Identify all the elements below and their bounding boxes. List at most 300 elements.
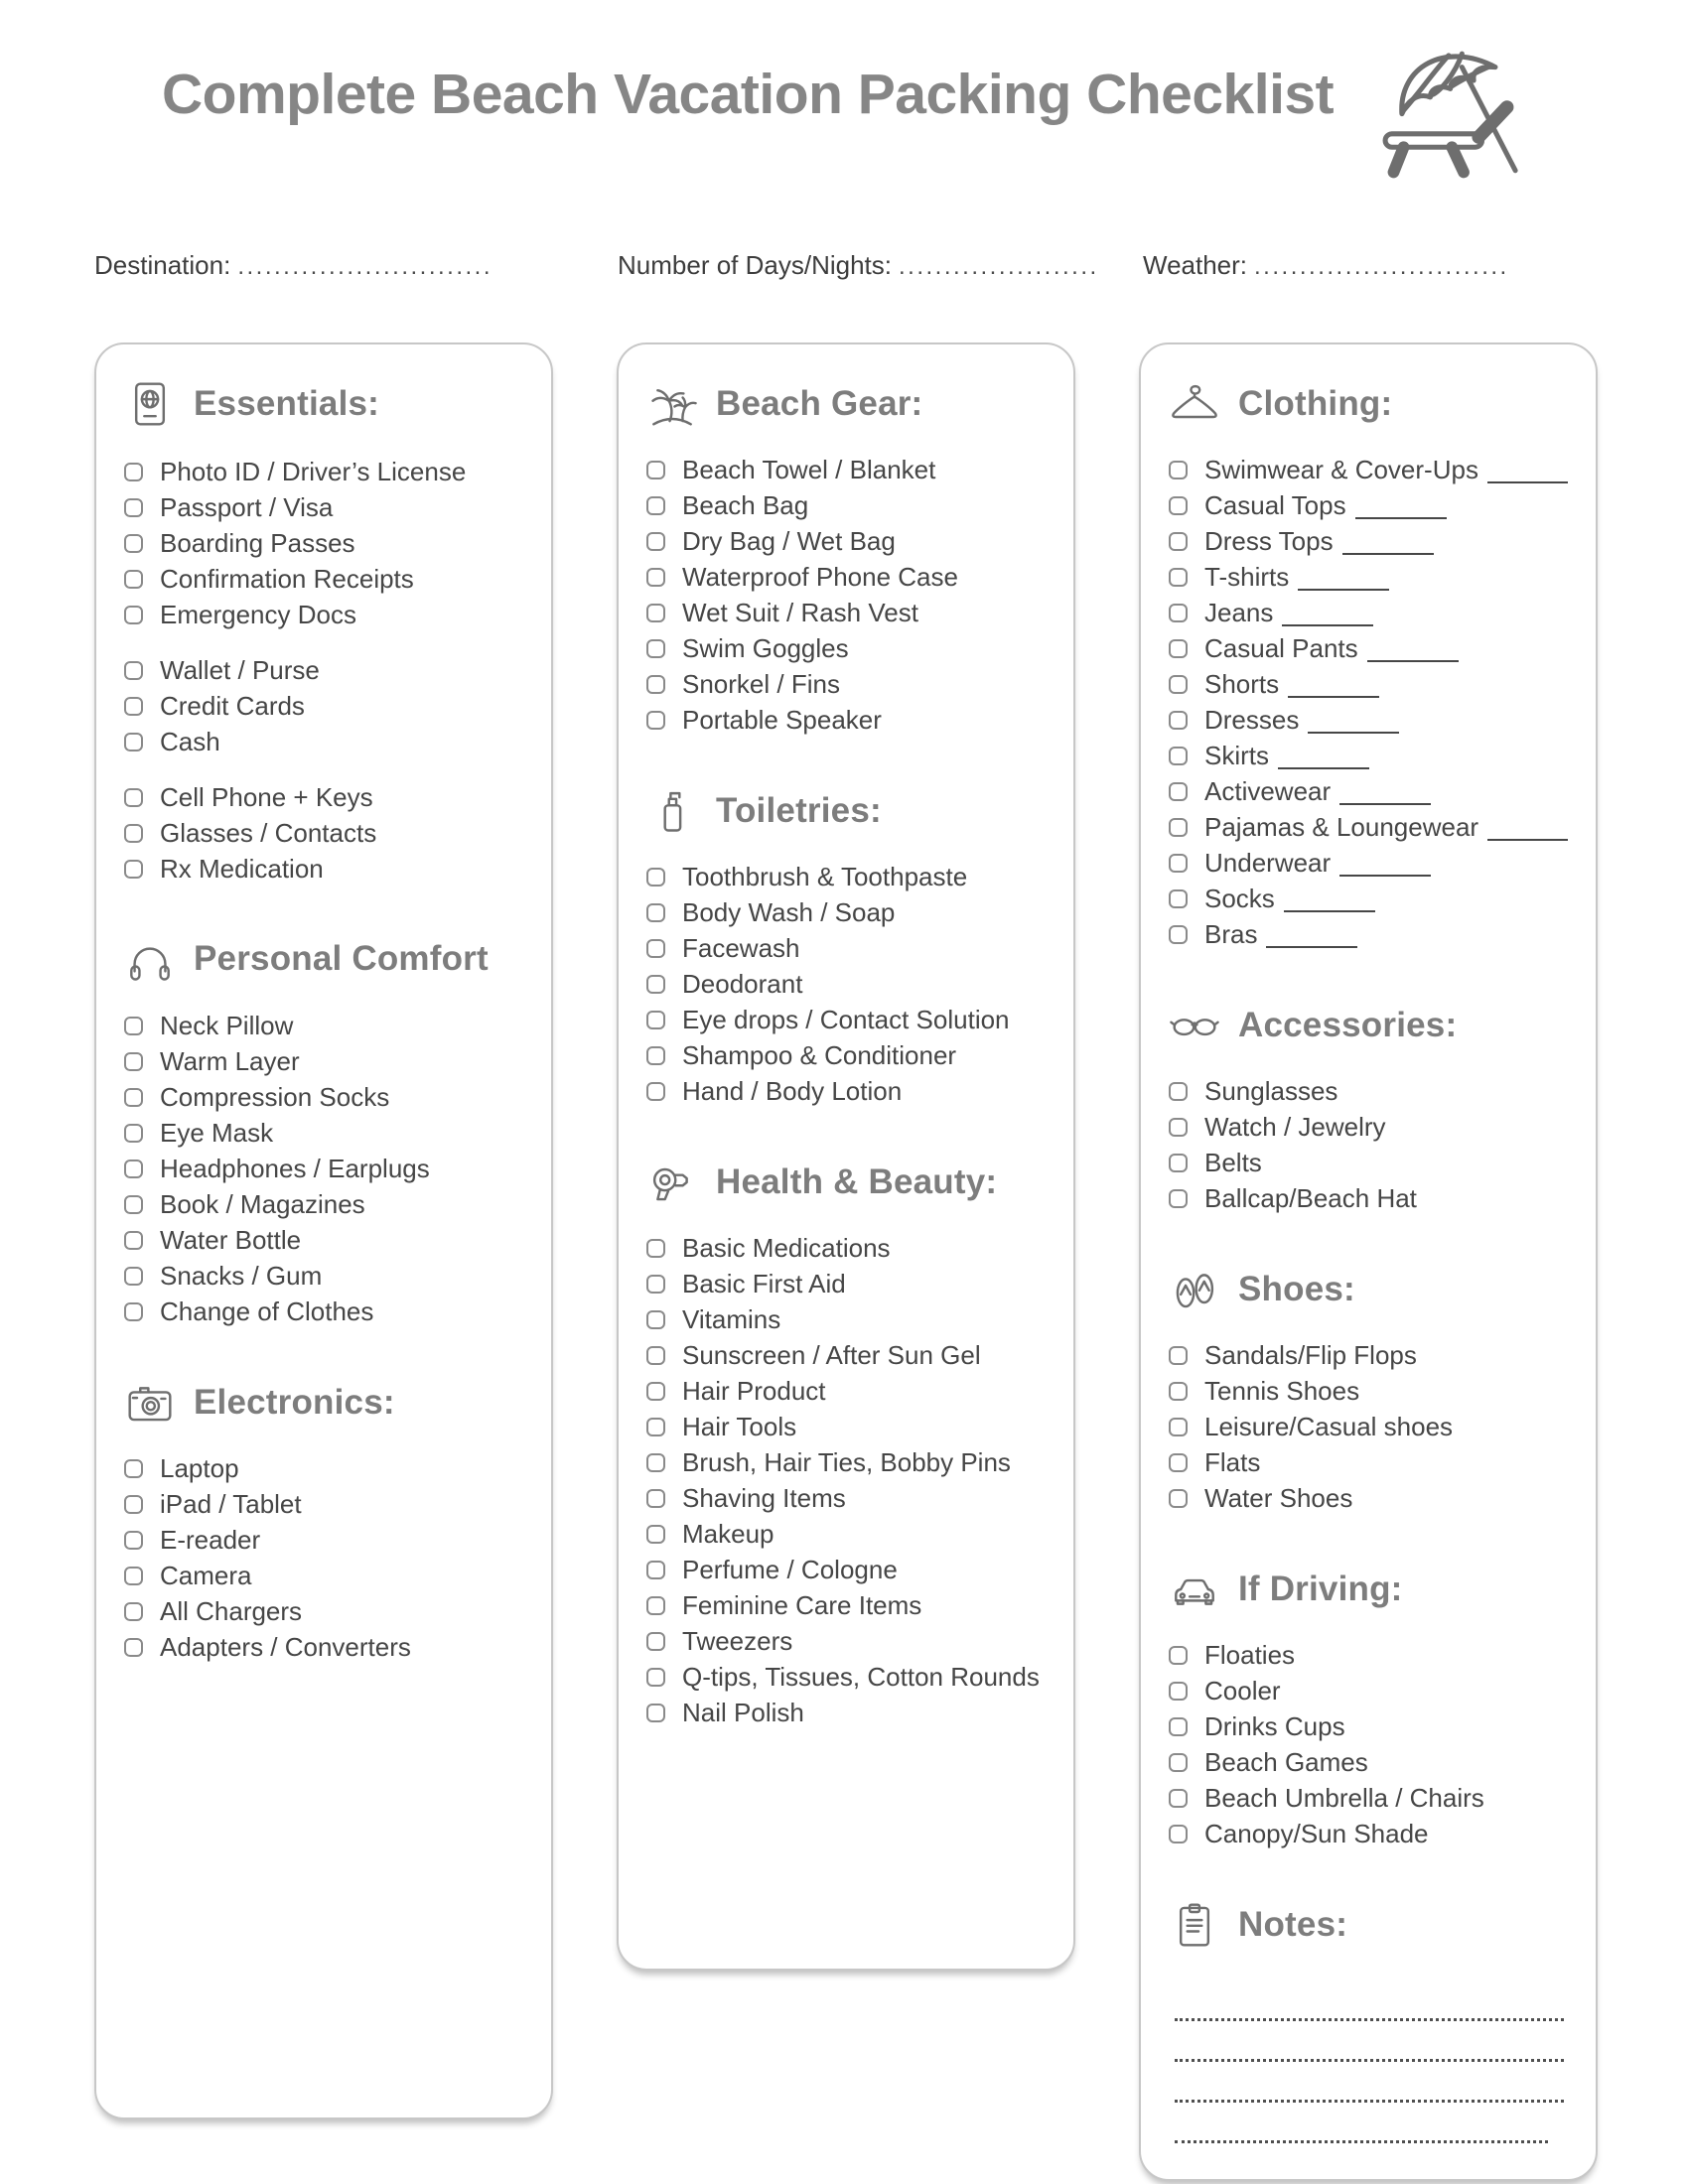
item-label: Tweezers: [682, 1626, 793, 1656]
checkbox[interactable]: [646, 1275, 665, 1294]
checklist-item-main: [1169, 1484, 1568, 1512]
section-heading-text-wrap: [1238, 384, 1392, 424]
meta-field: [1143, 250, 1509, 281]
checklist-item-main: [124, 493, 523, 521]
section-heading-label: Health & Beauty:: [716, 1162, 998, 1201]
checklist-item: [124, 656, 523, 684]
checklist-item-main: [124, 656, 523, 684]
section-heading: [1169, 1264, 1568, 1315]
checklist-item-main: [1169, 563, 1568, 591]
passport-icon: [124, 378, 176, 430]
checklist-item: [124, 1226, 523, 1254]
item-label: Ballcap/Beach Hat: [1204, 1183, 1417, 1213]
item-group: [1169, 1641, 1568, 1847]
checklist-item: [646, 1591, 1046, 1619]
fill-in-blank-line[interactable]: [1487, 460, 1568, 483]
checklist-item: [1169, 1077, 1568, 1105]
section-heading: [124, 934, 523, 986]
checkbox[interactable]: [646, 639, 665, 658]
checklist-item: [124, 783, 523, 811]
item-label: Leisure/Casual shoes: [1204, 1412, 1454, 1441]
checkbox[interactable]: [1169, 1825, 1188, 1843]
checklist-item-main: [646, 1006, 1046, 1033]
item-label: Swimwear & Cover-Ups: [1204, 455, 1478, 484]
item-label: All Chargers: [160, 1596, 303, 1626]
checkbox[interactable]: [124, 1160, 143, 1178]
checklist-item: [1169, 1641, 1568, 1669]
checklist-item: [124, 692, 523, 720]
item-label: Swim Goggles: [682, 633, 849, 663]
item-label: Shorts: [1204, 669, 1280, 699]
checklist-item: [1169, 777, 1568, 805]
checklist-item: [1169, 670, 1568, 698]
section-heading: [646, 785, 1046, 837]
checkbox[interactable]: [124, 1638, 143, 1657]
item-label: Camera: [160, 1561, 252, 1590]
checklist-item-main: [646, 1484, 1046, 1512]
item-label: Flats: [1204, 1447, 1261, 1477]
fill-in-blank-line[interactable]: [1278, 746, 1369, 769]
section-heading: [646, 378, 1046, 430]
checkbox[interactable]: [1169, 496, 1188, 515]
checklist-item-main: [1169, 777, 1568, 805]
checkbox[interactable]: [1169, 782, 1188, 801]
item-label: E-reader: [160, 1525, 261, 1555]
checkbox[interactable]: [1169, 639, 1188, 658]
checkbox[interactable]: [646, 496, 665, 515]
checkbox[interactable]: [124, 1195, 143, 1214]
item-group: [1169, 1077, 1568, 1212]
checkbox[interactable]: [1169, 1418, 1188, 1436]
checkbox[interactable]: [1169, 1453, 1188, 1472]
fill-in-blank-line[interactable]: [1339, 781, 1431, 805]
checklist-item-main: [1169, 670, 1568, 698]
checkbox[interactable]: [646, 1525, 665, 1544]
checkbox[interactable]: [646, 711, 665, 730]
item-label: Eye drops / Contact Solution: [682, 1005, 1010, 1034]
checklist-item-main: [1169, 1448, 1568, 1476]
checklist-item: [646, 1006, 1046, 1033]
section-heading: [1169, 378, 1568, 430]
checklist-item: [646, 1556, 1046, 1583]
checkbox[interactable]: [646, 1561, 665, 1579]
item-label: Belts: [1204, 1148, 1262, 1177]
checkbox[interactable]: [124, 606, 143, 624]
checkbox[interactable]: [1169, 889, 1188, 908]
checklist-item: [646, 1041, 1046, 1069]
item-label: Casual Pants: [1204, 633, 1358, 663]
section-heading-text-wrap: [716, 384, 922, 424]
checkbox[interactable]: [1169, 925, 1188, 944]
checkbox[interactable]: [1169, 1189, 1188, 1208]
clipboard-icon: [1169, 1899, 1220, 1951]
checklist-section: [1169, 1264, 1568, 1512]
checkbox[interactable]: [1169, 1346, 1188, 1365]
checklist-item-main: [124, 1012, 523, 1039]
checkbox[interactable]: [646, 604, 665, 622]
section-heading-text-wrap: [194, 384, 379, 424]
checklist-item-main: [1169, 456, 1568, 483]
checklist-section: [1169, 1000, 1568, 1212]
item-label: Toothbrush & Toothpaste: [682, 862, 968, 891]
checklist-item-main: [646, 1663, 1046, 1691]
item-label: Boarding Passes: [160, 528, 355, 558]
checklist-item-main: [646, 898, 1046, 926]
item-label: Basic First Aid: [682, 1269, 846, 1298]
checklist-item: [124, 1562, 523, 1589]
checklist-item-main: [124, 855, 523, 883]
checklist-item-main: [1169, 1184, 1568, 1212]
checkbox[interactable]: [646, 461, 665, 479]
checklist-item-main: [646, 1041, 1046, 1069]
item-label: Sandals/Flip Flops: [1204, 1340, 1417, 1370]
checkbox[interactable]: [646, 1310, 665, 1329]
checkbox[interactable]: [124, 1052, 143, 1071]
checkbox[interactable]: [1169, 1382, 1188, 1401]
checkbox[interactable]: [646, 1418, 665, 1436]
fill-in-blank-line[interactable]: [1282, 603, 1373, 626]
checkbox[interactable]: [646, 1239, 665, 1258]
checklist-item: [646, 1341, 1046, 1369]
item-label: Bras: [1204, 919, 1258, 949]
checklist-item-main: [646, 1699, 1046, 1726]
checklist-item-main: [646, 1377, 1046, 1405]
item-group: [646, 456, 1046, 734]
checklist-item: [646, 1699, 1046, 1726]
checklist-section: [646, 378, 1046, 734]
checklist-item: [124, 1012, 523, 1039]
checklist-item: [646, 634, 1046, 662]
item-label: Wallet / Purse: [160, 655, 320, 685]
item-label: Beach Bag: [682, 490, 809, 520]
checkbox[interactable]: [1169, 568, 1188, 587]
checkbox[interactable]: [646, 1489, 665, 1508]
checkbox[interactable]: [1169, 675, 1188, 694]
checklist-item: [1169, 920, 1568, 948]
checkbox[interactable]: [124, 661, 143, 680]
checklist-item-main: [124, 728, 523, 755]
checkbox[interactable]: [124, 1017, 143, 1035]
checklist-item: [124, 1633, 523, 1661]
item-label: Book / Magazines: [160, 1189, 365, 1219]
checklist-item: [1169, 1341, 1568, 1369]
camera-icon: [124, 1377, 176, 1429]
checklist-item: [1169, 742, 1568, 769]
checkbox[interactable]: [1169, 1489, 1188, 1508]
item-label: Underwear: [1204, 848, 1332, 878]
item-label: Beach Games: [1204, 1747, 1368, 1777]
checklist-item-main: [1169, 1641, 1568, 1669]
checklist-item-main: [124, 529, 523, 557]
checklist-item-main: [124, 1526, 523, 1554]
item-group: [124, 783, 523, 883]
item-label: iPad / Tablet: [160, 1489, 302, 1519]
checkbox[interactable]: [1169, 818, 1188, 837]
section-heading-text-wrap: [1238, 1905, 1347, 1945]
checklist-item: [646, 1234, 1046, 1262]
checklist-item-main: [646, 1448, 1046, 1476]
item-label: Nail Polish: [682, 1698, 804, 1727]
item-label: Tennis Shoes: [1204, 1376, 1360, 1406]
item-label: Feminine Care Items: [682, 1590, 922, 1620]
section-heading-text-wrap: [716, 1162, 997, 1202]
item-label: Pajamas & Loungewear: [1204, 812, 1479, 842]
checkbox[interactable]: [124, 1302, 143, 1321]
item-label: Eye Mask: [160, 1118, 274, 1148]
checkbox[interactable]: [1169, 1154, 1188, 1172]
checklist-item-main: [124, 692, 523, 720]
checklist-item: [646, 1413, 1046, 1440]
checkbox[interactable]: [124, 534, 143, 553]
checkbox[interactable]: [124, 570, 143, 589]
checkbox[interactable]: [124, 1567, 143, 1585]
item-label: Perfume / Cologne: [682, 1555, 898, 1584]
fill-in-blank-line[interactable]: [1308, 710, 1399, 734]
fill-in-dotted-line[interactable]: ............................: [237, 253, 493, 280]
item-label: Floaties: [1204, 1640, 1296, 1670]
checkbox[interactable]: [124, 1459, 143, 1478]
page-title: Complete Beach Vacation Packing Checklist: [162, 63, 1335, 126]
checklist-item: [1169, 849, 1568, 877]
checklist-item: [1169, 1448, 1568, 1476]
checklist-item: [646, 670, 1046, 698]
notes-dotted-line[interactable]: [1175, 1980, 1564, 2021]
checklist-item: [646, 1520, 1046, 1548]
fill-in-blank-line[interactable]: [1342, 531, 1434, 555]
item-label: Jeans: [1204, 598, 1274, 627]
item-label: Rx Medication: [160, 854, 324, 884]
item-label: Body Wash / Soap: [682, 897, 896, 927]
section-heading: [124, 1377, 523, 1429]
checkbox[interactable]: [1169, 604, 1188, 622]
checklist-item-main: [1169, 1820, 1568, 1847]
section-heading-label: Shoes:: [1238, 1270, 1355, 1308]
checklist-item: [646, 1484, 1046, 1512]
item-label: Shampoo & Conditioner: [682, 1040, 957, 1070]
item-group: [646, 863, 1046, 1105]
item-label: Passport / Visa: [160, 492, 334, 522]
notes-dotted-line[interactable]: [1175, 2021, 1564, 2062]
meta-field: [618, 250, 1099, 281]
item-label: Snacks / Gum: [160, 1261, 323, 1291]
checklist-item: [1169, 706, 1568, 734]
fill-in-blank-line[interactable]: [1487, 817, 1568, 841]
checklist-item-main: [1169, 920, 1568, 948]
checkbox[interactable]: [646, 1346, 665, 1365]
meta-field: [94, 250, 492, 281]
checkbox[interactable]: [1169, 532, 1188, 551]
checkbox[interactable]: [124, 860, 143, 879]
checkbox[interactable]: [646, 1046, 665, 1065]
fill-in-dotted-line[interactable]: ............................: [1254, 253, 1509, 280]
checkbox[interactable]: [124, 697, 143, 716]
checkbox[interactable]: [124, 1267, 143, 1286]
checklist-item-main: [646, 599, 1046, 626]
checklist-item: [646, 1077, 1046, 1105]
checklist-section: [646, 785, 1046, 1105]
checkbox[interactable]: [124, 1124, 143, 1143]
item-label: Beach Umbrella / Chairs: [1204, 1783, 1484, 1813]
checkbox[interactable]: [124, 1231, 143, 1250]
fill-in-dotted-line[interactable]: ......................: [898, 253, 1099, 280]
notes-dotted-line[interactable]: [1175, 2103, 1548, 2143]
item-label: Dry Bag / Wet Bag: [682, 526, 896, 556]
checkbox[interactable]: [646, 939, 665, 958]
checklist-section: [1169, 378, 1568, 948]
checklist-item-main: [124, 601, 523, 628]
item-label: Shaving Items: [682, 1483, 846, 1513]
checkbox[interactable]: [1169, 1717, 1188, 1736]
fill-in-blank-line[interactable]: [1339, 853, 1431, 877]
checklist-item: [124, 529, 523, 557]
checklist-section: [124, 378, 523, 883]
notes-dotted-line[interactable]: [1175, 2062, 1564, 2103]
checklist-item: [646, 1270, 1046, 1297]
checkbox[interactable]: [124, 733, 143, 751]
checkbox[interactable]: [646, 1382, 665, 1401]
checklist-item: [1169, 527, 1568, 555]
checklist-item-main: [124, 1454, 523, 1482]
checkbox[interactable]: [646, 903, 665, 922]
lotion-bottle-icon: [646, 785, 698, 837]
car-icon: [1169, 1564, 1220, 1615]
fill-in-blank-line[interactable]: [1355, 495, 1447, 519]
checkbox[interactable]: [1169, 1753, 1188, 1772]
meta-label: Destination:: [94, 250, 231, 280]
item-group: [1169, 456, 1568, 948]
checklist-item: [124, 1083, 523, 1111]
checkbox[interactable]: [646, 1011, 665, 1029]
checkbox[interactable]: [1169, 1082, 1188, 1101]
checklist-item-main: [646, 527, 1046, 555]
item-label: Brush, Hair Ties, Bobby Pins: [682, 1447, 1011, 1477]
checkbox[interactable]: [646, 1082, 665, 1101]
fill-in-blank-line[interactable]: [1266, 924, 1357, 948]
section-heading: [1169, 1564, 1568, 1615]
checklist-item-main: [646, 1270, 1046, 1297]
checkbox[interactable]: [124, 1495, 143, 1514]
checklist-item-main: [646, 1556, 1046, 1583]
item-group: [1169, 1341, 1568, 1512]
section-heading-text-wrap: [194, 939, 489, 982]
checklist-item: [646, 1377, 1046, 1405]
item-label: Dresses: [1204, 705, 1300, 735]
checklist-item-main: [1169, 706, 1568, 734]
checklist-item: [1169, 885, 1568, 912]
checkbox[interactable]: [646, 975, 665, 994]
checkbox[interactable]: [124, 1602, 143, 1621]
checklist-section: [124, 1377, 523, 1661]
checklist-item-main: [1169, 1341, 1568, 1369]
checklist-column: [94, 342, 553, 2119]
checklist-item-main: [1169, 1149, 1568, 1176]
checkbox[interactable]: [1169, 1118, 1188, 1137]
checkbox[interactable]: [1169, 461, 1188, 479]
checklist-item-main: [646, 1520, 1046, 1548]
checkbox[interactable]: [124, 498, 143, 517]
checklist-item-main: [1169, 634, 1568, 662]
checkbox[interactable]: [1169, 747, 1188, 765]
checkbox[interactable]: [646, 1596, 665, 1615]
checklist-item-main: [124, 1297, 523, 1325]
checklist-item-main: [1169, 813, 1568, 841]
item-label: Glasses / Contacts: [160, 818, 377, 848]
section-heading-text-wrap: [716, 791, 882, 831]
checkbox[interactable]: [124, 788, 143, 807]
sunglasses-icon: [1169, 1000, 1220, 1051]
checklist-item-main: [646, 456, 1046, 483]
checklist-item: [1169, 599, 1568, 626]
item-label: Compression Socks: [160, 1082, 390, 1112]
checklist-item: [124, 1190, 523, 1218]
fill-in-blank-line[interactable]: [1367, 638, 1459, 662]
checkbox[interactable]: [646, 1632, 665, 1651]
checkbox[interactable]: [1169, 1682, 1188, 1701]
checklist-item-main: [124, 819, 523, 847]
checkbox[interactable]: [1169, 711, 1188, 730]
fill-in-blank-line[interactable]: [1284, 888, 1375, 912]
item-label: Hand / Body Lotion: [682, 1076, 903, 1106]
checklist-item: [646, 970, 1046, 998]
checklist-item: [646, 1448, 1046, 1476]
checkbox[interactable]: [124, 1088, 143, 1107]
notes-lines: [1175, 1980, 1564, 2143]
item-label: Neck Pillow: [160, 1011, 294, 1040]
checkbox[interactable]: [646, 1668, 665, 1687]
checkbox[interactable]: [646, 532, 665, 551]
checklist-item-main: [124, 1226, 523, 1254]
item-group: [124, 656, 523, 755]
checklist-item-main: [124, 1155, 523, 1182]
checkbox[interactable]: [124, 463, 143, 481]
checkbox[interactable]: [1169, 1789, 1188, 1808]
checkbox[interactable]: [646, 868, 665, 887]
checklist-column: [617, 342, 1075, 1971]
checkbox[interactable]: [124, 824, 143, 843]
item-label: Wet Suit / Rash Vest: [682, 598, 918, 627]
item-label: Hair Tools: [682, 1412, 797, 1441]
checklist-item: [1169, 1820, 1568, 1847]
section-heading-text-wrap: [194, 1383, 395, 1423]
checklist-item-main: [1169, 849, 1568, 877]
section-heading: [1169, 1899, 1568, 1951]
checklist-item-main: [124, 1190, 523, 1218]
checklist-section: [646, 1157, 1046, 1726]
checkbox[interactable]: [646, 568, 665, 587]
fill-in-blank-line[interactable]: [1288, 674, 1379, 698]
checkbox[interactable]: [1169, 1646, 1188, 1665]
checkbox[interactable]: [124, 1531, 143, 1550]
item-label: Warm Layer: [160, 1046, 300, 1076]
checklist-item: [646, 1305, 1046, 1333]
item-label: Hair Product: [682, 1376, 826, 1406]
checkbox[interactable]: [646, 1704, 665, 1722]
section-heading-text-wrap: [1238, 1006, 1457, 1045]
checklist-item: [124, 493, 523, 521]
checkbox[interactable]: [646, 675, 665, 694]
checklist-item: [646, 563, 1046, 591]
checklist-item-main: [1169, 1377, 1568, 1405]
section-heading: [646, 1157, 1046, 1208]
checklist-item-main: [1169, 1677, 1568, 1705]
checkbox[interactable]: [646, 1453, 665, 1472]
checklist-item-main: [1169, 599, 1568, 626]
checkbox[interactable]: [1169, 854, 1188, 873]
item-label: Casual Tops: [1204, 490, 1346, 520]
fill-in-blank-line[interactable]: [1298, 567, 1389, 591]
checklist-item: [646, 1627, 1046, 1655]
item-group: [124, 1454, 523, 1661]
